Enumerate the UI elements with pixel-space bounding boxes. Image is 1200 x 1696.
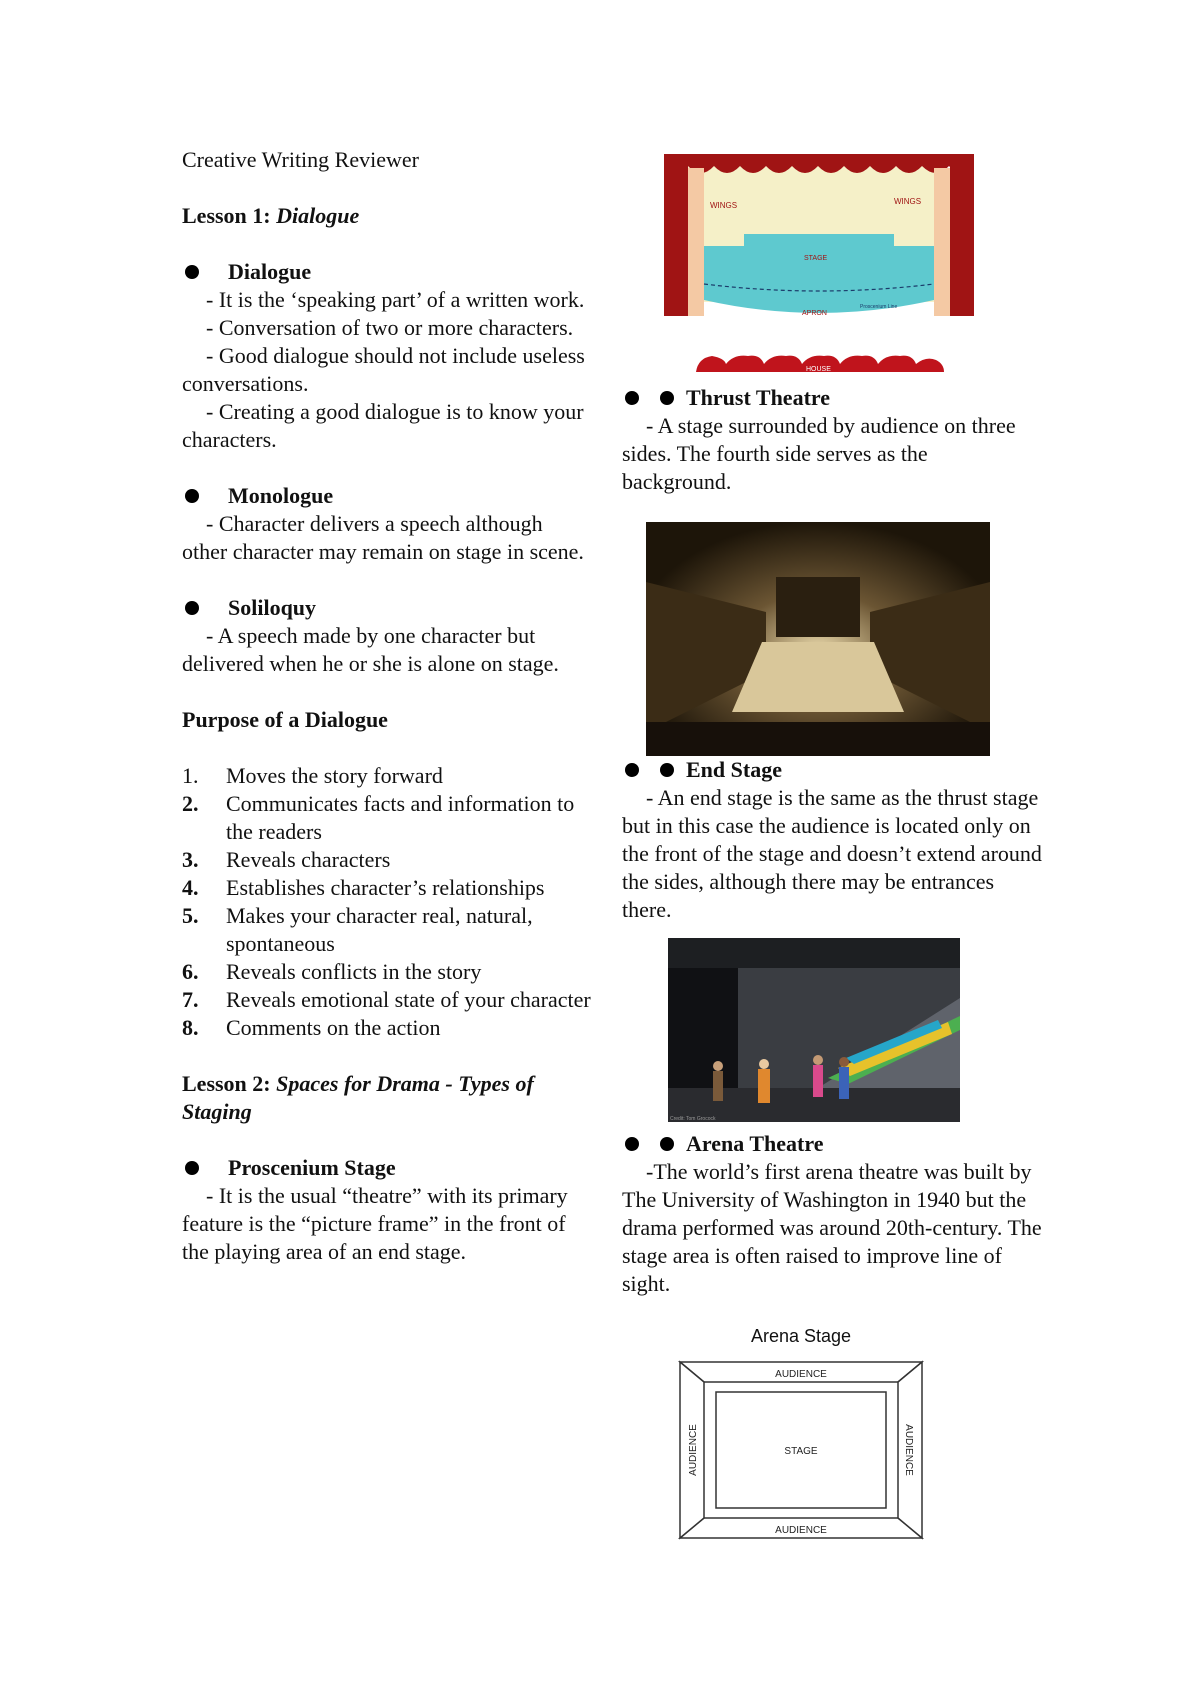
performer: [813, 1055, 823, 1065]
document-title: Creative Writing Reviewer: [182, 147, 419, 172]
house-label: HOUSE: [806, 366, 831, 373]
performer: [713, 1061, 723, 1071]
end-stage-section: [622, 756, 1042, 924]
list-item: 2. Communicates facts and information to the readers: [182, 791, 575, 844]
lesson-1-heading: [182, 202, 592, 230]
list-item: 1. Moves the story forward: [182, 763, 443, 788]
arena-text: -The world’s first arena theatre was built by The University of Washington in 1940 but the drama performed was around 20th-century. The stage area is often raised to improve line of sight.: [622, 1159, 1042, 1296]
monologue-heading: Monologue: [228, 483, 334, 508]
list-item: 8. Comments on the action: [182, 1015, 441, 1040]
soliloquy-heading: Soliloquy: [228, 595, 317, 620]
purpose-heading: Purpose of a Dialogue: [182, 707, 388, 732]
list-item: 3. Reveals characters: [182, 847, 391, 872]
bullet-icon: [660, 391, 674, 405]
performer: [759, 1059, 769, 1069]
soliloquy-section: [182, 594, 592, 678]
lesson-2-name: Spaces for Drama - Types of Staging: [182, 1071, 534, 1124]
list-item: 7. Reveals emotional state of your character: [182, 987, 591, 1012]
dialogue-point: - Creating a good dialogue is to know your characters.: [182, 399, 584, 452]
audience-label-left: AUDIENCE: [688, 1424, 699, 1476]
thrust-heading: Thrust Theatre: [686, 385, 831, 410]
thrust-stage: [732, 642, 904, 712]
stage-curtain: [668, 968, 738, 1088]
back-wall: [776, 577, 860, 637]
performer: [839, 1057, 849, 1067]
stage-label: STAGE: [804, 255, 828, 262]
lesson-2-heading: [182, 1070, 592, 1126]
left-wing: [688, 168, 704, 316]
thrust-text: - A stage surrounded by audience on three sides. The fourth side serves as the background.: [622, 413, 1016, 494]
bullet-icon: [185, 265, 199, 279]
dialogue-point: - Conversation of two or more characters.: [206, 315, 574, 340]
left-column: [182, 146, 592, 1294]
soliloquy-text: - A speech made by one character but delivered when he or she is alone on stage.: [182, 623, 559, 676]
lesson-2-prefix: Lesson 2:: [182, 1071, 271, 1096]
audience-label-top: AUDIENCE: [775, 1369, 827, 1380]
bullet-icon: [185, 489, 199, 503]
list-item: 4. Establishes character’s relationships: [182, 875, 545, 900]
right-curtain: [950, 154, 974, 316]
end-stage-heading: End Stage: [686, 757, 782, 782]
left-curtain: [664, 154, 688, 316]
proscenium-text: - It is the usual “theatre” with its primary feature is the “picture frame” in the front of the playing area of an end stage.: [182, 1183, 568, 1264]
audience-label-right: AUDIENCE: [903, 1424, 914, 1476]
list-item: 6. Reveals conflicts in the story: [182, 959, 482, 984]
arena-diagram-title: Arena Stage: [750, 1326, 852, 1346]
photo-credit: Credit: Tom Grocock: [670, 1116, 716, 1122]
end-stage-text: - An end stage is the same as the thrust stage but in this case the audience is located only on the front of the stage and doesn’t extend around the sides, although there may be entrances there.: [622, 785, 1042, 922]
proscenium-diagram: [664, 150, 974, 382]
bullet-icon: [625, 391, 639, 405]
dialogue-point: - It is the ‘speaking part’ of a written work.: [206, 287, 585, 312]
right-column: [622, 150, 1042, 1552]
arena-heading: Arena Theatre: [686, 1131, 824, 1156]
list-item: 5. Makes your character real, natural, spontaneous: [182, 903, 533, 956]
dialogue-section: [182, 258, 592, 454]
apron-label: APRON: [802, 310, 827, 317]
bullet-icon: [185, 1161, 199, 1175]
end-stage-photo: [668, 938, 960, 1122]
audience-label-bottom: AUDIENCE: [775, 1525, 827, 1536]
right-wing: [934, 168, 950, 316]
bullet-icon: [660, 763, 674, 777]
lesson-1-name: Dialogue: [276, 203, 360, 228]
dialogue-heading: Dialogue: [228, 259, 312, 284]
proscenium-line-label: Proscenium Line: [860, 304, 898, 310]
front-seating: [646, 722, 990, 756]
monologue-text: - Character delivers a speech although other character may remain on stage in scene.: [182, 511, 584, 564]
arena-stage-label: STAGE: [784, 1446, 818, 1457]
bullet-icon: [625, 1137, 639, 1151]
arena-section: [622, 1130, 1042, 1298]
wings-right-label: WINGS: [894, 197, 922, 206]
thrust-section: [622, 384, 1042, 496]
lesson-1-prefix: Lesson 1:: [182, 203, 271, 228]
arena-stage-diagram: [666, 1322, 936, 1552]
purpose-list: [182, 762, 592, 1042]
thrust-theatre-photo: [646, 522, 990, 756]
lighting-grid: [668, 938, 960, 968]
bullet-icon: [660, 1137, 674, 1151]
dialogue-point: - Good dialogue should not include useless conversations.: [182, 343, 585, 396]
wings-left-label: WINGS: [710, 201, 738, 210]
bullet-icon: [625, 763, 639, 777]
bullet-icon: [185, 601, 199, 615]
proscenium-section: [182, 1154, 592, 1266]
proscenium-heading: Proscenium Stage: [228, 1155, 396, 1180]
monologue-section: [182, 482, 592, 566]
